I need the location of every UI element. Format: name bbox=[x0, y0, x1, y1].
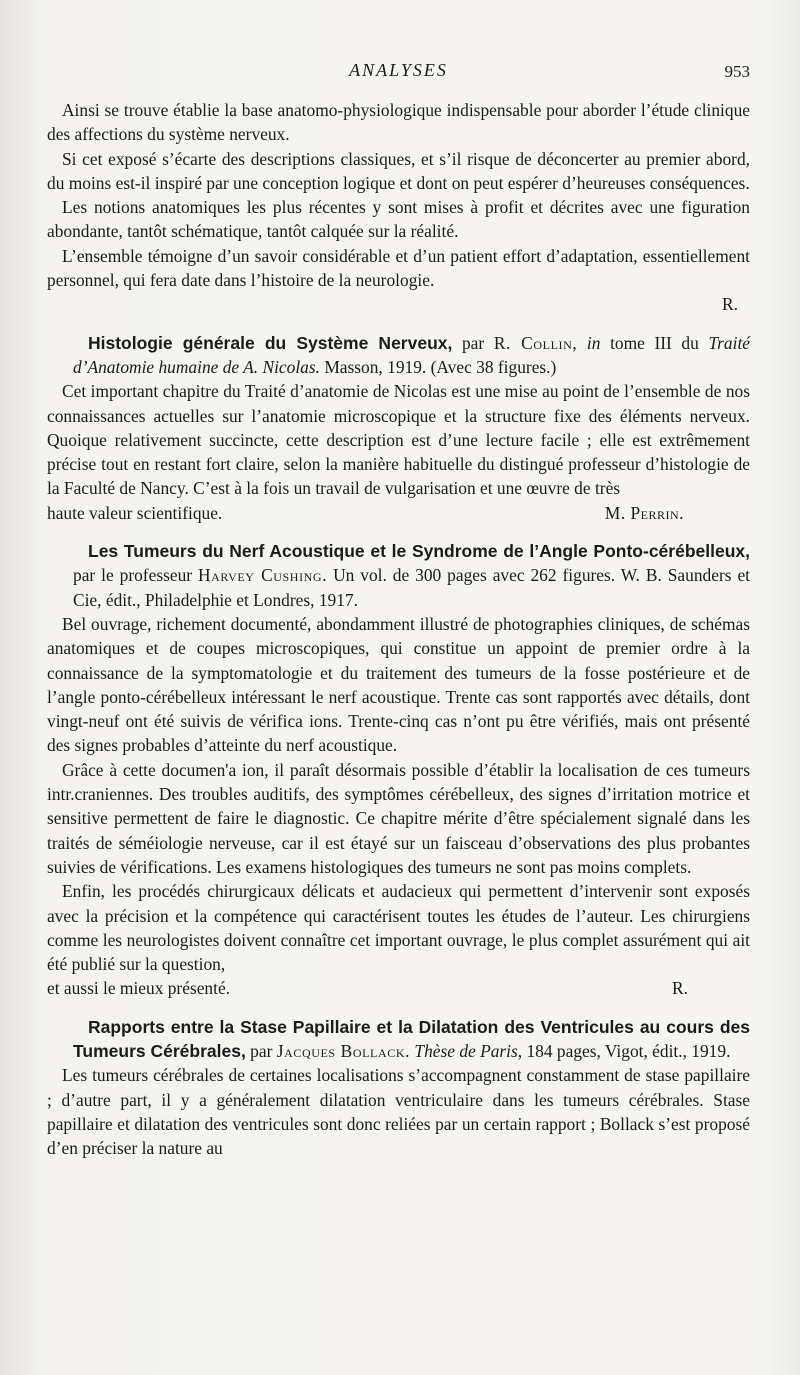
paragraph: L’ensemble témoigne d’un savoir considérable et d’un patient effort d’adaptation, essentiellement personnel, qui fera date dans l’histoire de la neurologie. bbox=[47, 245, 750, 291]
reference-text: 184 pages, Vigot, édit., 1919. bbox=[522, 1040, 731, 1061]
by-text: par bbox=[245, 1040, 277, 1061]
review-author: Harvey Cushing. bbox=[198, 565, 328, 586]
signature: M. Perrin. bbox=[604, 502, 684, 523]
review-title: Rapports entre la Stase Papillaire et la Dilatation des Ventricules au cours des Tumeurs Cérébrales, bbox=[73, 1016, 750, 1061]
review-histologie bbox=[47, 331, 750, 525]
review-heading bbox=[47, 539, 750, 612]
paragraph: Bel ouvrage, richement documenté, abondamment illustré de photographies cliniques, de schémas anatomiques et de coupes microscopiques, qui constitue un appoint de premier ordre à la connaissance de la symptomatologie et du traitement des tumeurs de la fosse postérieure et de l’angle ponto-cérébelleux intéressant le nerf acoustique. Trente cas sont rapportés avec détails, dont vingt-neuf ont été suivis de vérifica ions. Trente-cinq cas n’ont pu être vérifiés, mais ont présenté des signes probables d’atteinte du nerf acoustique. bbox=[47, 613, 750, 756]
paragraph: Grâce à cette documen'a ion, il paraît désormais possible d’établir la localisation de ces tumeurs intr.craniennes. Des troubles auditifs, des symptômes cérébelleux, des signes d’irritation motrice et sensitive permettent de faire le diagnostic. Ce chapitre mérite d’être spécialement signalé dans les traités de séméiologie nerveuse, car il est étayé sur un faisceau d’observations des plus probantes suivies de vérifications. Les examens histologiques des tumeurs ne sont pas moins complets. bbox=[47, 759, 750, 877]
review-author: R. Collin, bbox=[493, 332, 578, 353]
signature: R. bbox=[672, 978, 688, 999]
signature: R. bbox=[722, 294, 738, 315]
in-text: in bbox=[577, 332, 611, 353]
by-text: par le professeur bbox=[73, 565, 198, 586]
closing-line bbox=[47, 976, 750, 1000]
paragraph: Si cet exposé s’écarte des descriptions classiques, et s’il risque de déconcerter au premier abord, du moins est-il inspiré par une conception logique et dont on peut espérer d’heureuses conséquences. bbox=[47, 148, 750, 193]
reference-text: tome III du bbox=[610, 332, 709, 353]
page-body bbox=[47, 98, 750, 1160]
review-author: Jacques Bollack. bbox=[276, 1040, 411, 1061]
running-header bbox=[47, 60, 750, 84]
reference-text: Un vol. de 300 pages avec 262 figures. W. B. Saunders et Cie, édit., Philadelphie et Londres, 1917. bbox=[73, 565, 750, 610]
paragraph: Enfin, les procédés chirurgicaux délicats et audacieux qui permettent d’intervenir sont exposés avec la précision et la compétence qui caractérisent toutes les études de l’auteur. Les chirurgiens comme les neurologistes doivent connaître cet important ouvrage, le plus complet assurément qui ait été publié sur la question, bbox=[47, 881, 750, 975]
reference-text: Masson, 1919. (Avec 38 figures.) bbox=[319, 356, 557, 377]
work-title: Traité d’Anatomie humaine de A. Nicolas. bbox=[73, 332, 750, 377]
intro-section bbox=[47, 98, 750, 317]
work-title: Thèse de Paris, bbox=[410, 1040, 523, 1061]
paragraph: Les tumeurs cérébrales de certaines localisations s’accompagnent constamment de stase papillaire ; d’autre part, il y a généralement dilatation ventriculaire dans les tumeurs cérébrales. Stase papillaire et dilatation des ventricules sont donc reliées par un certain rapport ; Bollack s’est proposé d’en préciser la nature au bbox=[47, 1065, 750, 1159]
closing-line bbox=[47, 501, 750, 525]
page-number: 953 bbox=[724, 62, 750, 81]
review-heading bbox=[47, 331, 750, 380]
paragraph: Les notions anatomiques les plus récentes y sont mises à profit et décrites avec une figuration abondante, tantôt schématique, tantôt calquée sur la réalité. bbox=[47, 197, 750, 242]
review-title: Les Tumeurs du Nerf Acoustique et le Syndrome de l’Angle Ponto-cérébelleux, bbox=[88, 541, 750, 562]
paragraph: Ainsi se trouve établie la base anatomo-physiologique indispensable pour aborder l’étude clinique des affections du système nerveux. bbox=[47, 100, 750, 145]
last-line-text: haute valeur scientifique. bbox=[47, 502, 223, 523]
running-title: ANALYSES bbox=[349, 60, 448, 80]
review-tumeurs-nerf-acoustique bbox=[47, 539, 750, 1001]
review-heading bbox=[47, 1015, 750, 1064]
paragraph: Cet important chapitre du Traité d’anatomie de Nicolas est une mise au point de l’ensemble de nos connaissances actuelles sur l’anatomie microscopique et la structure fixe des éléments nerveux. Quoique relativement succincte, cette description est d’une lecture facile ; elle est extrêmement précise tout en restant fort claire, selon la manière habituelle du distingué professeur d’histologie de la Faculté de Nancy. C’est à la fois un travail de vulgarisation et une œuvre de très bbox=[47, 381, 750, 499]
last-line-text: et aussi le mieux présenté. bbox=[47, 978, 231, 999]
review-stase-papillaire bbox=[47, 1015, 750, 1161]
review-title: Histologie générale du Système Nerveux, bbox=[88, 332, 453, 353]
by-text: par bbox=[452, 332, 494, 353]
